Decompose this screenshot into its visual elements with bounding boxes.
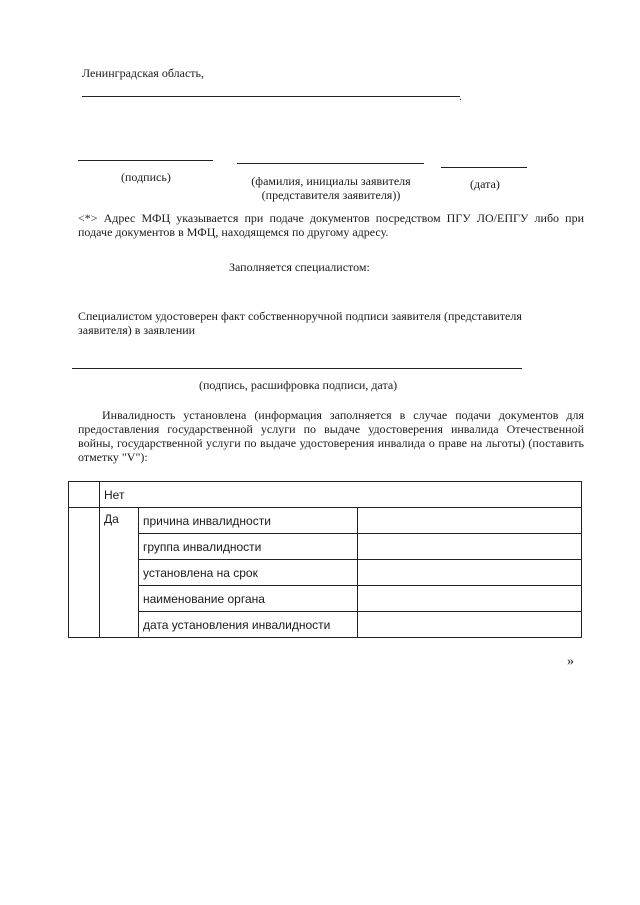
filled-by-specialist-heading: Заполняется специалистом: <box>229 260 370 274</box>
certification-text: Специалистом удостоверен факт собственноручной подписи заявителя (представителя заявителя) в заявлении <box>78 309 522 337</box>
param-label: группа инвалидности <box>139 534 358 560</box>
specialist-signature-line <box>72 368 522 369</box>
footnote-text: <*> Адрес МФЦ указывается при подаче документов посредством ПГУ ЛО/ЕПГУ либо при подаче документов в МФЦ, находящемся по другому адресу. <box>78 211 584 239</box>
signature-line <box>78 160 213 161</box>
no-option-label: Нет <box>100 482 582 508</box>
signature-label: (подпись) <box>121 170 171 184</box>
yes-option-label: Да <box>100 508 139 638</box>
param-value-field[interactable] <box>358 612 582 638</box>
date-label: (дата) <box>470 177 500 191</box>
param-label: причина инвалидности <box>139 508 358 534</box>
date-line <box>441 167 527 168</box>
no-checkbox-cell[interactable] <box>69 482 100 508</box>
region-address-line <box>82 96 460 97</box>
region-label: Ленинградская область, <box>82 66 204 80</box>
table-row-no <box>69 482 582 508</box>
param-label: наименование органа <box>139 586 358 612</box>
table-row <box>69 586 582 612</box>
table-row <box>69 534 582 560</box>
signature-decode-label: (подпись, расшифровка подписи, дата) <box>199 378 398 392</box>
param-label: дата установления инвалидности <box>139 612 358 638</box>
region-dot: . <box>459 89 462 103</box>
table-row <box>69 508 582 534</box>
table-row <box>69 612 582 638</box>
param-value-field[interactable] <box>358 508 582 534</box>
param-label: установлена на срок <box>139 560 358 586</box>
applicant-name-label: (фамилия, инициалы заявителя (представителя заявителя)) <box>251 174 411 202</box>
disability-paragraph: Инвалидность установлена (информация заполняется в случае подачи документов для предоставления государственной услуги по выдаче удостоверения инвалида Отечественной войны, государственной услуги по выдаче удостоверения инвалида о праве на льготы) (поставить отметку "V"): <box>78 408 584 464</box>
param-value-field[interactable] <box>358 560 582 586</box>
disability-table <box>68 481 582 638</box>
param-value-field[interactable] <box>358 534 582 560</box>
applicant-name-line <box>237 163 424 164</box>
table-row <box>69 560 582 586</box>
param-value-field[interactable] <box>358 586 582 612</box>
yes-checkbox-cell[interactable] <box>69 508 100 638</box>
closing-quote-mark: » <box>567 654 574 669</box>
